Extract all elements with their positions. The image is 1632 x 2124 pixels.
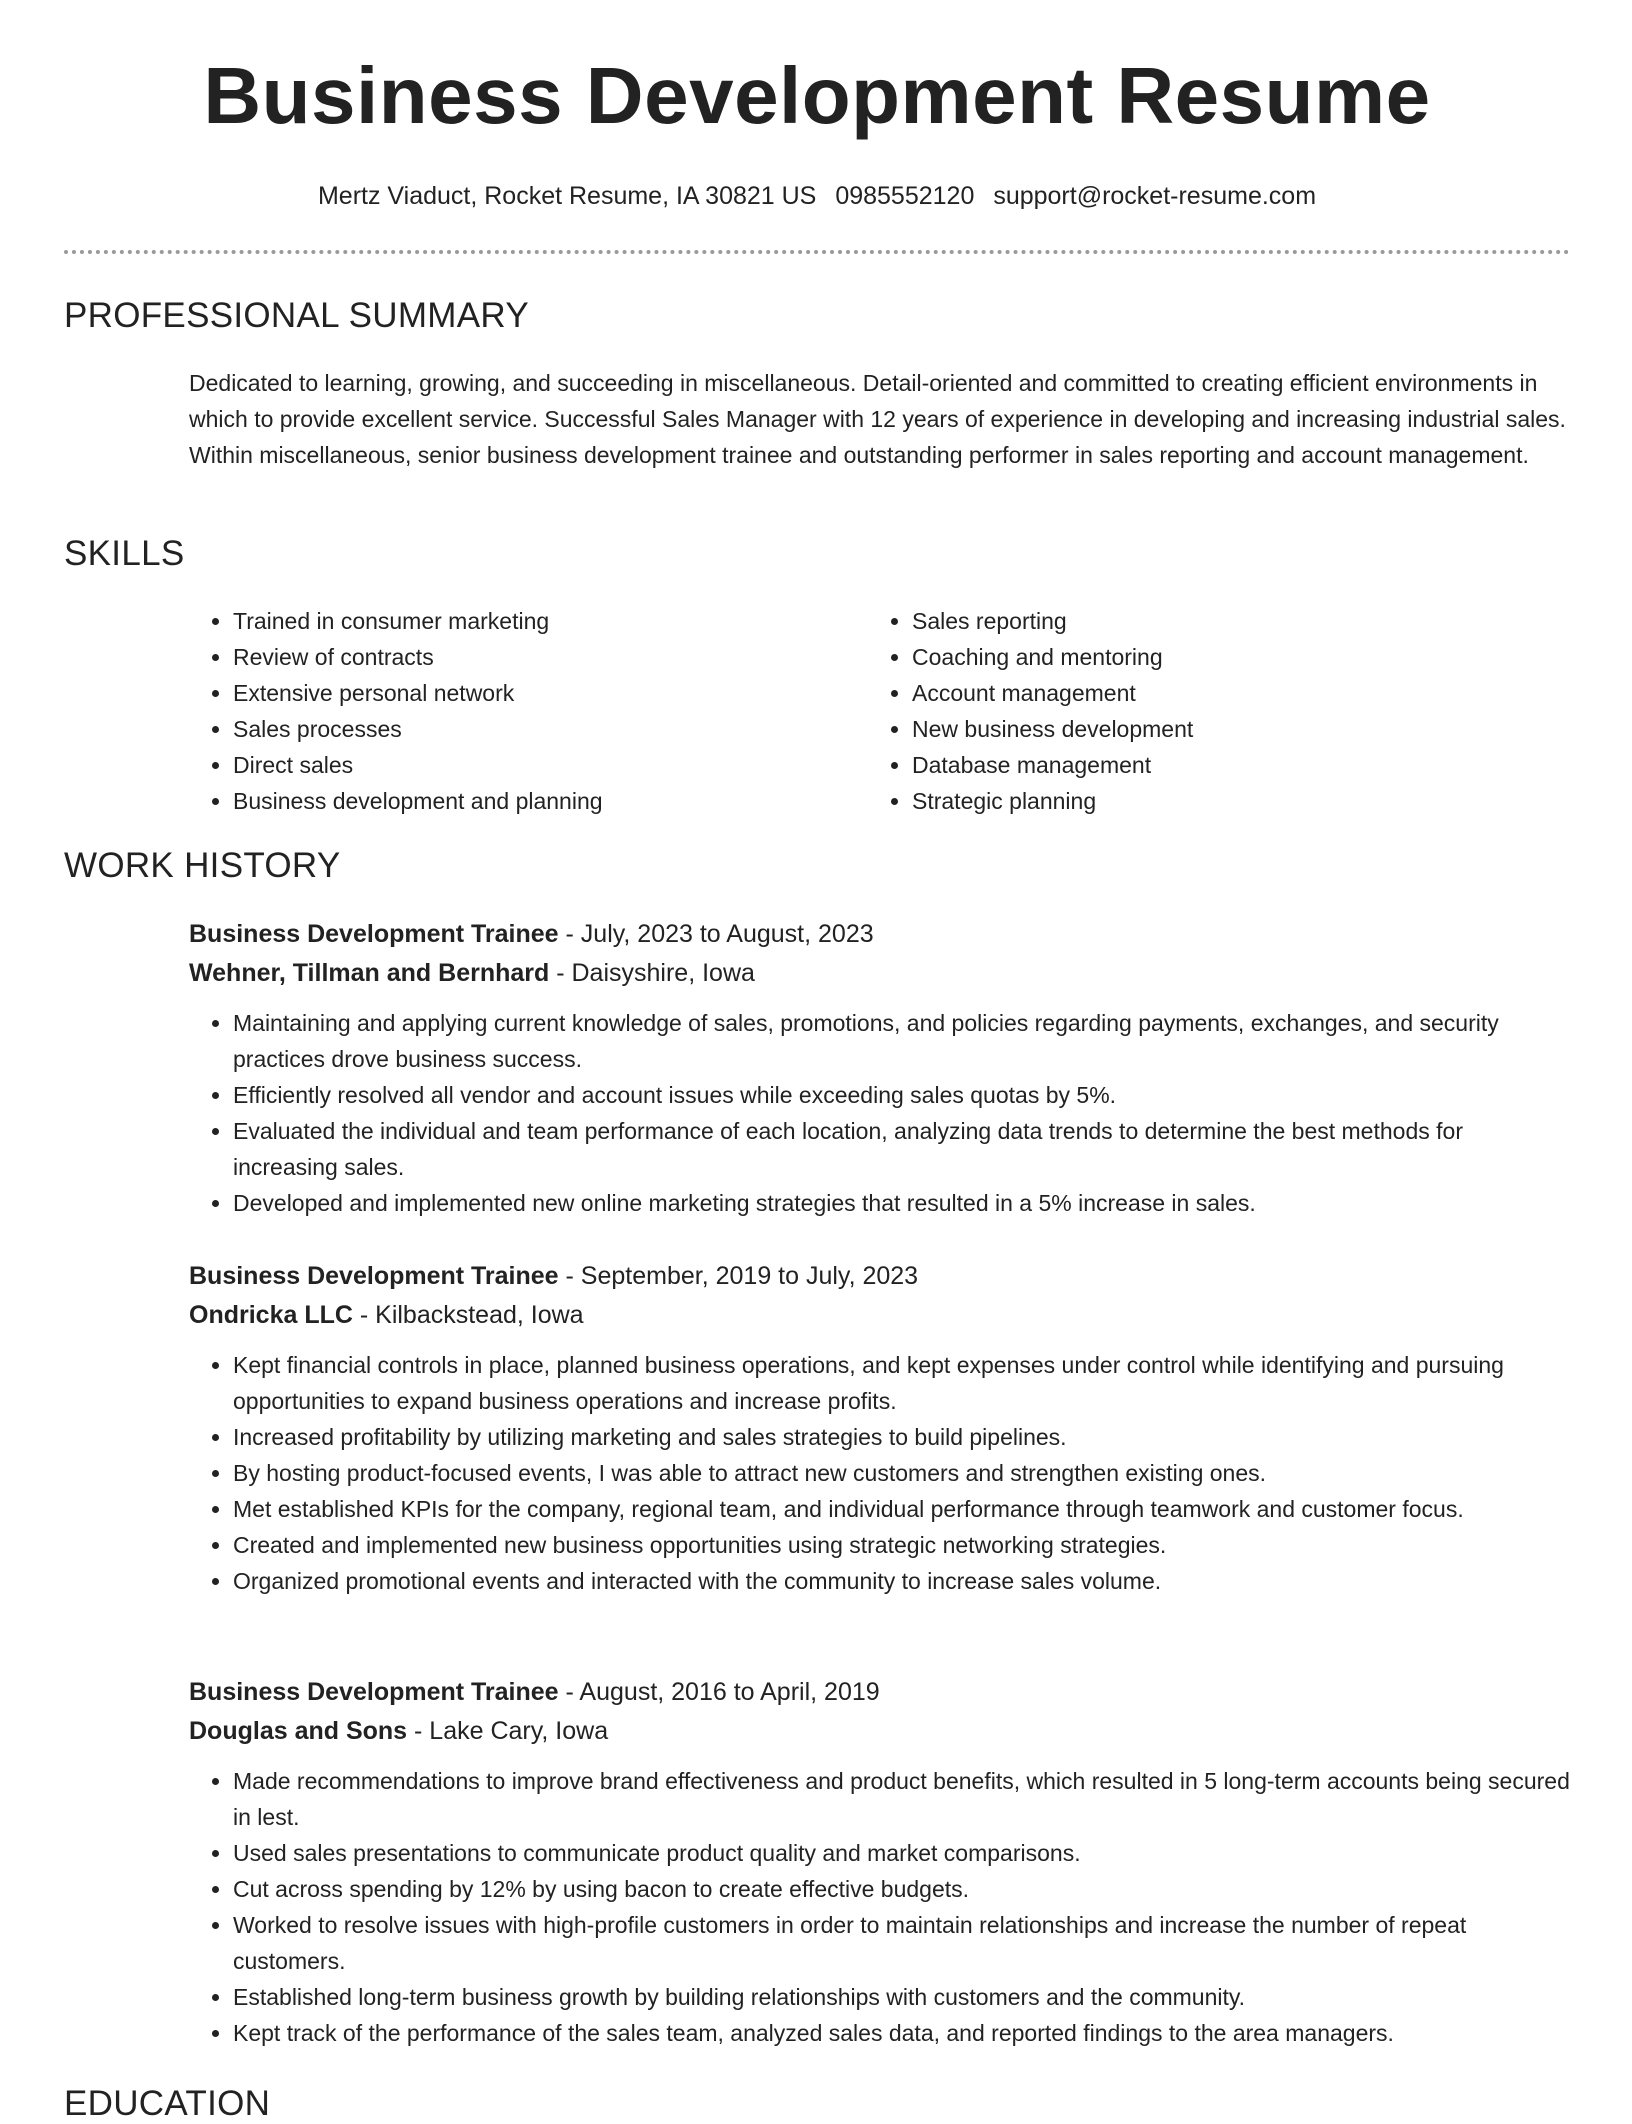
skill-item: • Trained in consumer marketing — [233, 603, 603, 639]
employer-location: - Daisyshire, Iowa — [549, 959, 755, 987]
job-bullet: • Worked to resolve issues with high-profile customers in order to maintain relationships and increase the number of repeat customers. — [233, 1907, 1570, 1979]
contact-email: support@rocket-resume.com — [993, 182, 1317, 210]
skill-item: • Sales processes — [233, 711, 603, 747]
skill-item: • Sales reporting — [912, 603, 1193, 639]
job-bullet: • Efficiently resolved all vendor and account issues while exceeding sales quotas by 5%. — [233, 1077, 1570, 1113]
job-bullet: • Organized promotional events and interacted with the community to increase sales volume. — [233, 1563, 1570, 1599]
job-dates: - September, 2019 to July, 2023 — [558, 1262, 919, 1290]
section-title-skills: SKILLS — [64, 534, 185, 573]
skill-item: • Strategic planning — [912, 783, 1193, 819]
employer-name: Ondricka LLC — [189, 1301, 353, 1329]
header-divider — [64, 250, 1570, 254]
job-title: Business Development Trainee — [189, 920, 559, 948]
resume-title: Business Development Resume — [203, 51, 1431, 140]
job-title-line — [189, 1673, 1570, 1711]
job-bullet: • Developed and implemented new online marketing strategies that resulted in a 5% increase in sales. — [233, 1185, 1570, 1221]
job-entry — [189, 1257, 1570, 1599]
job-bullet: • By hosting product-focused events, I was able to attract new customers and strengthen existing ones. — [233, 1455, 1570, 1491]
skills-list-left — [189, 603, 603, 819]
job-bullet: • Made recommendations to improve brand effectiveness and product benefits, which resulted in 5 long-term accounts being secured in lest. — [233, 1763, 1570, 1835]
job-bullets — [64, 1005, 1570, 1221]
job-dates: - August, 2016 to April, 2019 — [558, 1678, 880, 1706]
skill-item: • Account management — [912, 675, 1193, 711]
employer-name: Wehner, Tillman and Bernhard — [189, 959, 550, 987]
skill-item: • Database management — [912, 747, 1193, 783]
section-title-work-history: WORK HISTORY — [64, 846, 341, 885]
employer-line — [189, 953, 1570, 993]
section-title-summary: PROFESSIONAL SUMMARY — [64, 296, 529, 335]
skill-item: • New business development — [912, 711, 1193, 747]
job-bullet: • Used sales presentations to communicate product quality and market comparisons. — [233, 1835, 1570, 1871]
job-bullet: • Created and implemented new business opportunities using strategic networking strategies. — [233, 1527, 1570, 1563]
employer-location: - Kilbackstead, Iowa — [352, 1301, 584, 1329]
job-title-line — [189, 915, 1570, 953]
contact-address: Mertz Viaduct, Rocket Resume, IA 30821 US — [317, 182, 817, 210]
job-bullets — [64, 1763, 1570, 2051]
employer-location: - Lake Cary, Iowa — [407, 1717, 609, 1745]
job-bullet: • Cut across spending by 12% by using bacon to create effective budgets. — [233, 1871, 1570, 1907]
job-bullet: • Met established KPIs for the company, regional team, and individual performance through teamwork and customer focus. — [233, 1491, 1570, 1527]
contact-phone: 0985552120 — [835, 182, 975, 210]
job-entry — [189, 1673, 1570, 2051]
job-bullet: • Evaluated the individual and team performance of each location, analyzing data trends to determine the best methods for increasing sales. — [233, 1113, 1570, 1185]
section-title-education: EDUCATION — [64, 2084, 271, 2123]
skill-item: • Extensive personal network — [233, 675, 603, 711]
job-entry — [189, 915, 1570, 1221]
job-bullet: • Established long-term business growth by building relationships with customers and the community. — [233, 1979, 1570, 2015]
employer-line — [189, 1711, 1570, 1751]
skill-item: • Coaching and mentoring — [912, 639, 1193, 675]
skill-item: • Direct sales — [233, 747, 603, 783]
job-title: Business Development Trainee — [189, 1262, 559, 1290]
job-bullet: • Kept track of the performance of the sales team, analyzed sales data, and reported findings to the area managers. — [233, 2015, 1570, 2051]
job-title-line — [189, 1257, 1570, 1295]
job-bullets — [64, 1347, 1570, 1599]
employer-line — [189, 1295, 1570, 1335]
employer-name: Douglas and Sons — [189, 1717, 408, 1745]
job-dates: - July, 2023 to August, 2023 — [558, 920, 874, 948]
resume-page — [64, 0, 1570, 2123]
skills-list-right — [868, 603, 1193, 819]
contact-line — [64, 182, 1570, 211]
job-title: Business Development Trainee — [189, 1678, 559, 1706]
job-bullet: • Increased profitability by utilizing marketing and sales strategies to build pipelines. — [233, 1419, 1570, 1455]
summary-text: Dedicated to learning, growing, and succeeding in miscellaneous. Detail-oriented and committed to creating efficient environments in which to provide excellent service. Successful Sales Manager with 12 years of experience in developing and increasing industrial sales. Within miscellaneous, senior business development trainee and outstanding performer in sales reporting and account management. — [189, 370, 1566, 468]
skill-item: • Business development and planning — [233, 783, 603, 819]
job-bullet: • Maintaining and applying current knowledge of sales, promotions, and policies regarding payments, exchanges, and security practices drove business success. — [233, 1005, 1570, 1077]
skill-item: • Review of contracts — [233, 639, 603, 675]
job-bullet: • Kept financial controls in place, planned business operations, and kept expenses under control while identifying and pursuing opportunities to expand business operations and increase profits. — [233, 1347, 1570, 1419]
